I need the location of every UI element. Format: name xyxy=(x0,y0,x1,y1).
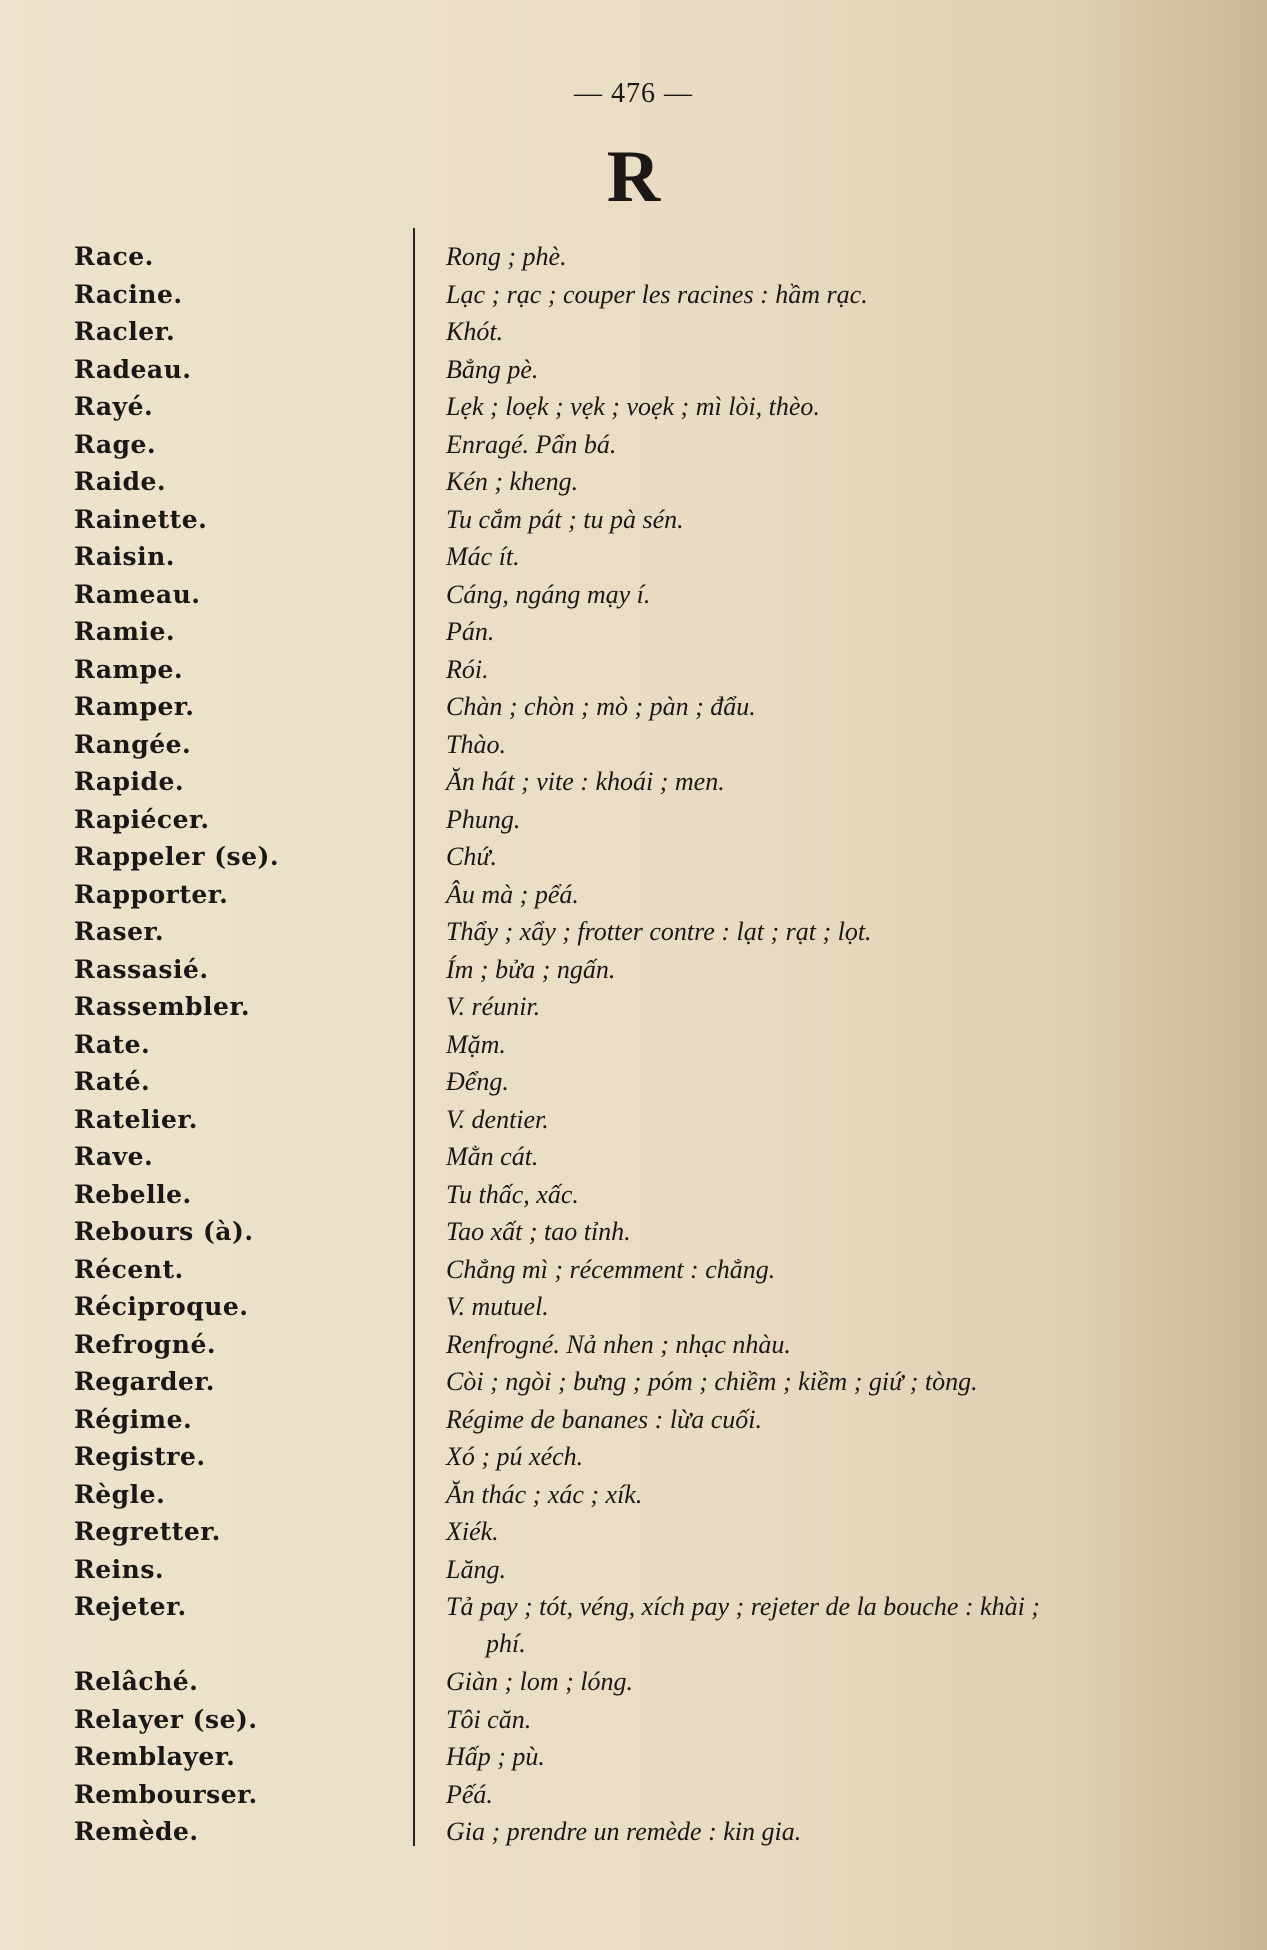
entry-definition xyxy=(446,801,1216,838)
entry-definition-text: Phung. xyxy=(446,804,521,834)
dictionary-entry xyxy=(0,1363,1267,1401)
entry-definition-text: Rói. xyxy=(446,654,489,684)
dictionary-entry xyxy=(0,538,1267,576)
dictionary-entry xyxy=(0,1251,1267,1289)
dictionary-entry xyxy=(0,726,1267,764)
entry-definition-text: Bẳng pè. xyxy=(446,354,539,384)
dictionary-entry xyxy=(0,838,1267,876)
entry-headword: Racine. xyxy=(74,279,183,309)
dictionary-entry xyxy=(0,763,1267,801)
entry-headword: Ramper. xyxy=(74,692,195,721)
entry-definition-text: Mặm. xyxy=(446,1029,506,1059)
entry-definition xyxy=(446,1213,1216,1250)
entry-definition xyxy=(446,1813,1216,1850)
entry-headword: Raide. xyxy=(74,467,167,496)
dictionary-entry xyxy=(0,1213,1267,1251)
entry-headword: Regretter. xyxy=(74,1517,221,1546)
entry-definition xyxy=(446,1551,1216,1588)
entry-definition xyxy=(446,1326,1216,1363)
entry-definition-text: Hấp ; pù. xyxy=(446,1742,545,1771)
entry-headword: Rejeter. xyxy=(74,1592,187,1621)
dictionary-entry xyxy=(0,1026,1267,1064)
entry-definition-text: Ím ; bửa ; ngấn. xyxy=(446,954,616,984)
dictionary-entry xyxy=(0,1101,1267,1139)
entry-definition-text: Thẩy ; xẩy ; frotter contre : lạt ; rạt ; lọt. xyxy=(446,917,872,946)
entry-headword: Raisin. xyxy=(74,542,175,571)
entry-headword: Registre. xyxy=(74,1442,206,1471)
dictionary-entry xyxy=(0,1776,1267,1814)
entry-definition-text: Mằn cát. xyxy=(446,1142,539,1171)
entry-definition-text: Lẹk ; loẹk ; vẹk ; voẹk ; mì lòi, thèo. xyxy=(446,392,820,421)
entry-headword: Raser. xyxy=(74,917,165,946)
dictionary-entry xyxy=(0,688,1267,726)
entry-headword: Rebours (à). xyxy=(74,1217,254,1246)
dictionary-entry xyxy=(0,1813,1267,1851)
entry-definition-text: Lạc ; rạc ; couper les racines : hầm rạc. xyxy=(446,279,868,309)
entry-headword: Refrogné. xyxy=(74,1329,217,1359)
entry-headword: Régime. xyxy=(74,1404,193,1434)
entry-definition-text: Régime de bananes : lừa cuối. xyxy=(446,1404,762,1434)
entry-definition xyxy=(446,313,1216,350)
dictionary-entry xyxy=(0,1288,1267,1326)
entry-definition-text: V. mutuel. xyxy=(446,1292,549,1321)
entry-definition xyxy=(446,1063,1216,1100)
entry-definition xyxy=(446,1438,1216,1475)
entry-definition xyxy=(446,501,1216,538)
entry-definition xyxy=(446,951,1216,988)
entry-headword: Rapiécer. xyxy=(74,804,210,834)
entry-headword: Récent. xyxy=(74,1254,184,1284)
entry-definition-text: Tao xất ; tao tỉnh. xyxy=(446,1217,631,1246)
entry-definition xyxy=(446,838,1216,875)
entry-definition xyxy=(446,913,1216,950)
entry-headword: Rapide. xyxy=(74,767,185,796)
entry-definition-text: Cáng, ngáng mạy í. xyxy=(446,579,651,609)
entry-definition-continuation: phí. xyxy=(486,1629,526,1658)
entry-headword: Racler. xyxy=(74,317,176,346)
entry-definition xyxy=(446,388,1216,425)
dictionary-entry xyxy=(0,613,1267,651)
entry-definition-text: Xó ; pú xéch. xyxy=(446,1442,584,1471)
entry-definition-text: V. réunir. xyxy=(446,992,541,1021)
entry-definition-text: Thào. xyxy=(446,729,506,759)
entry-definition-text: Chứ. xyxy=(446,842,498,871)
page-number: — 476 — xyxy=(574,78,693,109)
dictionary-entry xyxy=(0,1588,1267,1663)
entry-definition xyxy=(446,351,1216,388)
entry-definition xyxy=(446,1476,1216,1513)
entry-headword: Rainette. xyxy=(74,504,208,534)
entry-definition-text: Còi ; ngòi ; bưng ; póm ; chiềm ; kiềm ; giứ ; tòng. xyxy=(446,1367,978,1396)
entry-headword: Rebelle. xyxy=(74,1179,192,1209)
entry-definition xyxy=(446,1288,1216,1325)
entry-definition xyxy=(446,1026,1216,1063)
entry-definition-text: Mác ít. xyxy=(446,542,520,571)
entry-definition-text: Tu thấc, xấc. xyxy=(446,1179,579,1209)
entry-headword: Rassembler. xyxy=(74,992,251,1021)
entry-definition-text: Kén ; kheng. xyxy=(446,467,579,496)
dictionary-entry xyxy=(0,651,1267,689)
dictionary-entry xyxy=(0,1551,1267,1589)
entry-definition-text: Tu cắm pát ; tu pà sén. xyxy=(446,504,684,534)
dictionary-entry xyxy=(0,913,1267,951)
dictionary-entry xyxy=(0,238,1267,276)
entry-headword: Race. xyxy=(74,242,154,271)
entry-headword: Remblayer. xyxy=(74,1742,236,1771)
entry-headword: Réciproque. xyxy=(74,1292,249,1321)
entry-definition xyxy=(446,1663,1216,1700)
entry-definition xyxy=(446,613,1216,650)
entry-definition xyxy=(446,538,1216,575)
entry-definition xyxy=(446,576,1216,613)
dictionary-entry xyxy=(0,1138,1267,1176)
dictionary-entry xyxy=(0,426,1267,464)
dictionary-entry xyxy=(0,1438,1267,1476)
entry-definition xyxy=(446,726,1216,763)
entry-headword: Raté. xyxy=(74,1067,151,1096)
dictionary-entry xyxy=(0,576,1267,614)
entry-definition-text: Khót. xyxy=(446,317,504,346)
entry-headword: Remède. xyxy=(74,1817,199,1846)
dictionary-entry xyxy=(0,1738,1267,1776)
entry-definition-text: Chàn ; chòn ; mò ; pàn ; đẩu. xyxy=(446,692,756,721)
entry-definition xyxy=(446,1738,1216,1775)
entry-definition xyxy=(446,876,1216,913)
entry-headword: Radeau. xyxy=(74,354,192,384)
dictionary-entry xyxy=(0,988,1267,1026)
dictionary-entry xyxy=(0,1063,1267,1101)
dictionary-entry xyxy=(0,501,1267,539)
dictionary-entry xyxy=(0,1663,1267,1701)
entry-headword: Rave. xyxy=(74,1142,154,1171)
entry-headword: Ratelier. xyxy=(74,1104,198,1134)
entry-headword: Reins. xyxy=(74,1554,165,1584)
entry-definition xyxy=(446,763,1216,800)
entry-definition-text: Giàn ; lom ; lóng. xyxy=(446,1667,634,1696)
entry-definition-text: Renfrogné. Nả nhen ; nhạc nhàu. xyxy=(446,1329,791,1359)
entry-definition xyxy=(446,238,1216,275)
entry-definition xyxy=(446,1588,1216,1662)
entry-definition xyxy=(446,1363,1216,1400)
dictionary-entry xyxy=(0,876,1267,914)
dictionary-entry xyxy=(0,1701,1267,1739)
entry-definition-text: Pán. xyxy=(446,617,495,646)
entry-definition xyxy=(446,688,1216,725)
entry-definition xyxy=(446,1101,1216,1138)
entry-definition xyxy=(446,1251,1216,1288)
entry-definition xyxy=(446,1176,1216,1213)
dictionary-entry xyxy=(0,1326,1267,1364)
entry-headword: Rappeler (se). xyxy=(74,842,280,871)
dictionary-entry xyxy=(0,801,1267,839)
entry-definition-text: Ăn thác ; xác ; xík. xyxy=(446,1479,643,1509)
entry-headword: Rangée. xyxy=(74,729,192,759)
entry-headword: Relayer (se). xyxy=(74,1704,258,1734)
entry-headword: Règle. xyxy=(74,1479,166,1509)
entry-definition xyxy=(446,1513,1216,1550)
dictionary-entry xyxy=(0,463,1267,501)
section-letter: R xyxy=(606,136,661,218)
entry-definition-text: Ăn hát ; vite : khoái ; men. xyxy=(446,767,725,796)
dictionary-entry xyxy=(0,1176,1267,1214)
entry-headword: Rayé. xyxy=(74,392,154,421)
entry-headword: Ramie. xyxy=(74,617,176,646)
entry-definition xyxy=(446,426,1216,463)
entry-definition-text: Xiék. xyxy=(446,1517,499,1546)
entry-definition-text: Pếá. xyxy=(446,1779,493,1809)
dictionary-entry xyxy=(0,388,1267,426)
dictionary-entry xyxy=(0,1513,1267,1551)
dictionary-entries xyxy=(0,238,1267,1851)
entry-definition xyxy=(446,988,1216,1025)
entry-definition-text: Enragé. Pẩn bá. xyxy=(446,429,617,459)
entry-headword: Relâché. xyxy=(74,1667,199,1696)
entry-headword: Rate. xyxy=(74,1029,151,1059)
entry-definition xyxy=(446,463,1216,500)
entry-definition xyxy=(446,276,1216,313)
entry-headword: Rapporter. xyxy=(74,879,229,909)
entry-definition-text: Tôi căn. xyxy=(446,1704,532,1734)
entry-definition-text: V. dentier. xyxy=(446,1104,549,1134)
entry-definition-text: Gia ; prendre un remède : kin gia. xyxy=(446,1817,802,1846)
dictionary-entry xyxy=(0,1476,1267,1514)
entry-headword: Rassasié. xyxy=(74,954,209,984)
entry-definition xyxy=(446,1138,1216,1175)
entry-headword: Rage. xyxy=(74,429,157,459)
dictionary-entry xyxy=(0,276,1267,314)
entry-definition-text: Rong ; phè. xyxy=(446,242,567,271)
entry-headword: Regarder. xyxy=(74,1367,215,1396)
dictionary-entry xyxy=(0,351,1267,389)
dictionary-entry xyxy=(0,1401,1267,1439)
entry-definition-text: Âu mà ; pểá. xyxy=(446,879,579,909)
entry-definition-text: Đểng. xyxy=(446,1067,509,1096)
entry-definition-text: Lăng. xyxy=(446,1554,506,1584)
dictionary-entry xyxy=(0,313,1267,351)
entry-definition-text: Chẳng mì ; récemment : chẳng. xyxy=(446,1254,776,1284)
entry-definition xyxy=(446,1701,1216,1738)
entry-definition xyxy=(446,1776,1216,1813)
entry-headword: Rampe. xyxy=(74,654,184,684)
dictionary-entry xyxy=(0,951,1267,989)
entry-definition-text: Tả pay ; tót, véng, xích pay ; rejeter de la bouche : khài ; xyxy=(446,1592,1040,1621)
entry-definition xyxy=(446,1401,1216,1438)
entry-headword: Rembourser. xyxy=(74,1779,258,1809)
entry-headword: Rameau. xyxy=(74,579,201,609)
entry-definition xyxy=(446,651,1216,688)
